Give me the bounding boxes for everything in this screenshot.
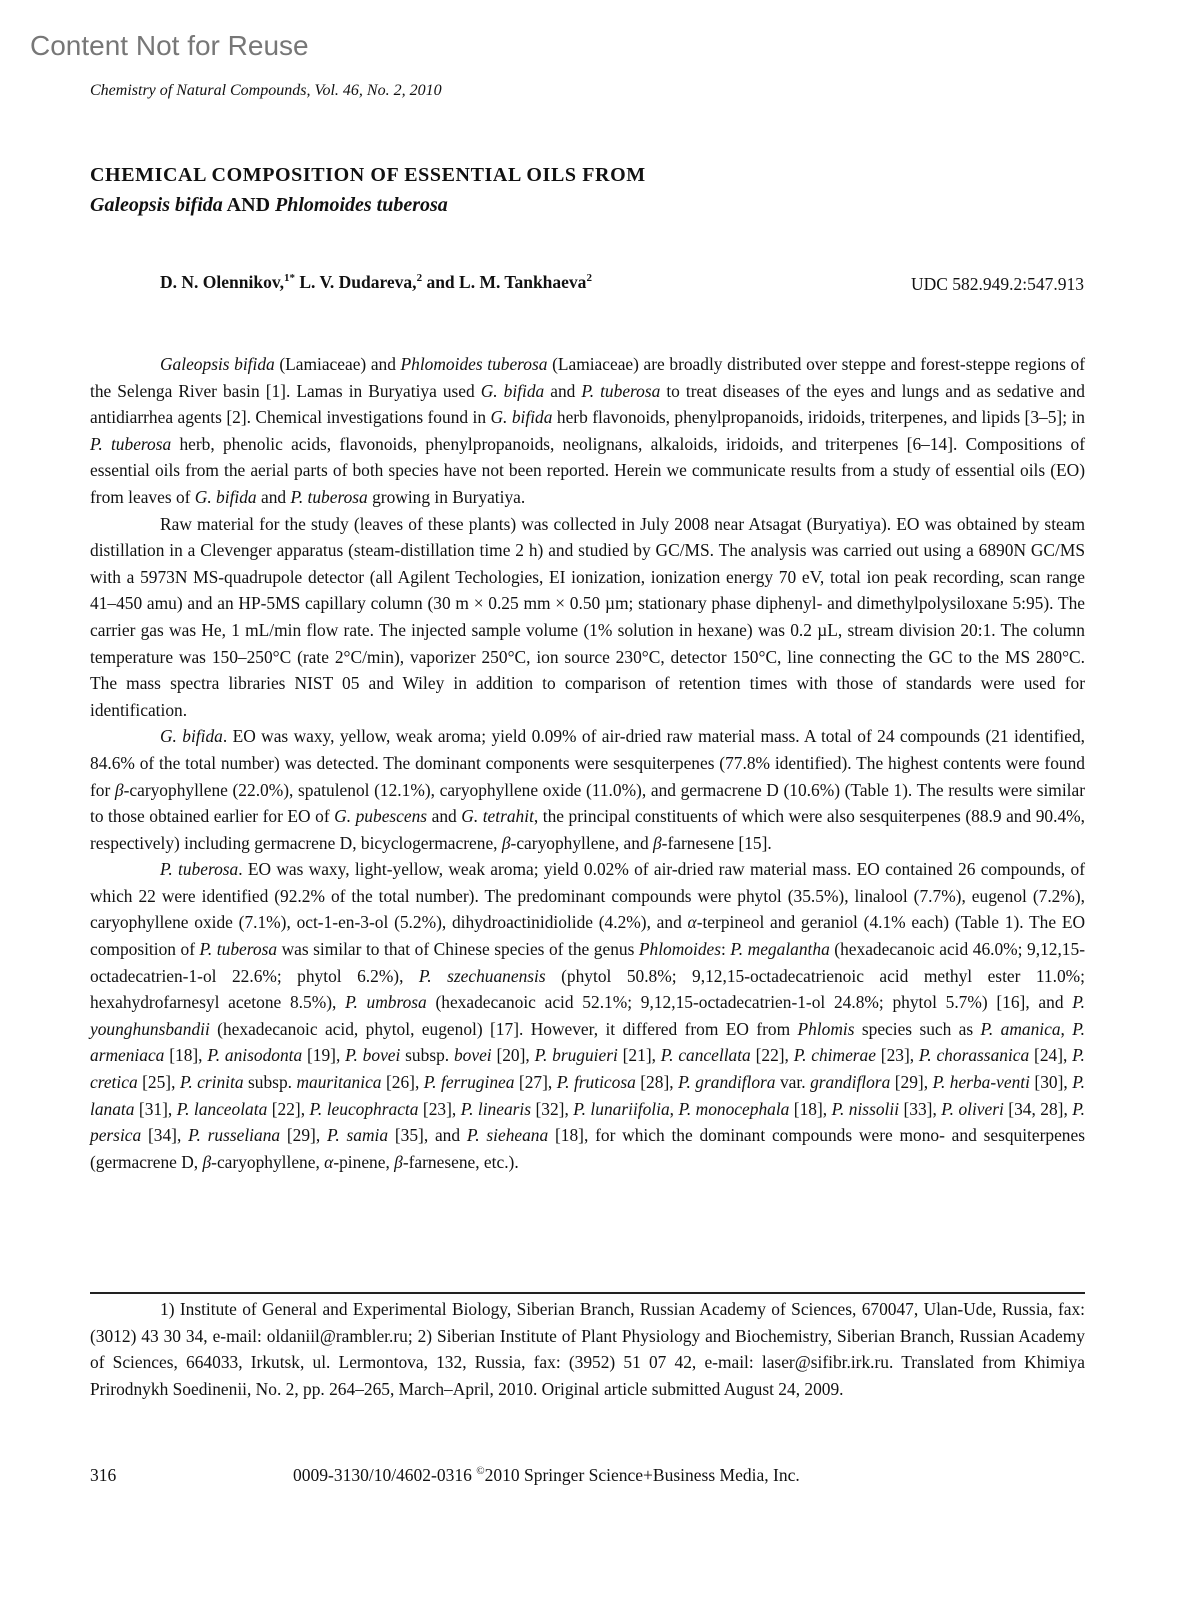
italic-text: Phlomoides tuberosa: [400, 354, 548, 374]
text-run: [22],: [750, 1045, 794, 1066]
italic-text: P. amanica: [980, 1018, 1061, 1039]
italic-text: G. bifida: [194, 486, 257, 507]
text-run: [26],: [381, 1072, 424, 1093]
text-run: (hexadecanoic acid, phytol, eugenol) [17]. However, it differed from EO from: [209, 1018, 798, 1039]
text-run: [18],: [789, 1098, 832, 1119]
author-2: L. V. Dudareva,: [295, 272, 417, 292]
text-run: [18],: [164, 1045, 208, 1066]
italic-text: P. tuberosa: [199, 939, 278, 960]
text-run: , the principal constituents of which were also sesquiterpenes (88.9 and 90.4%, respectively) including germacrene D, bicyclogermacrene,: [90, 806, 1085, 853]
article-body: [90, 351, 1085, 1175]
italic-text: β: [114, 779, 124, 800]
text-run: species such as: [854, 1018, 981, 1039]
author-3-affil: 2: [586, 272, 592, 285]
italic-text: P. umbrosa: [345, 992, 427, 1013]
italic-text: P. armeniaca: [90, 1018, 1085, 1066]
italic-text: P. nissolii: [831, 1098, 900, 1119]
copyright-symbol: ©: [476, 1465, 485, 1478]
text-run: -caryophyllene (22.0%), spatulenol (12.1%), caryophyllene oxide (11.0%), and germacrene D (10.6%) (Table 1). The results were similar to those obtained earlier for EO of: [90, 779, 1085, 827]
italic-text: P. chorassanica: [918, 1045, 1030, 1066]
italic-text: P. ferruginea: [423, 1072, 515, 1093]
text-run: [23],: [418, 1098, 461, 1119]
italic-text: P. anisodonta: [207, 1045, 303, 1066]
text-run: . EO was waxy, yellow, weak aroma; yield 0.09% of air-dried raw material mass. A total of 24 compounds (21 identified, 84.6% of the total number) was detected. The dominant components were sesquiterpenes (77.8% identified). The highest contents were found for: [90, 726, 1085, 800]
italic-text: P. fruticosa: [556, 1072, 636, 1093]
italic-text: P. persica: [90, 1098, 1085, 1146]
text-run: growing in Buryatiya.: [367, 486, 526, 507]
text-run: [19],: [302, 1045, 346, 1066]
author-3: and L. M. Tankhaeva: [422, 272, 587, 292]
paragraph: [90, 351, 1085, 511]
italic-text: P. szechuanensis: [418, 965, 546, 986]
text-run: [21],: [617, 1045, 661, 1066]
italic-text: α: [687, 912, 697, 933]
watermark: Content Not for Reuse: [30, 30, 309, 61]
journal-header: Chemistry of Natural Compounds, Vol. 46, No. 2, 2010: [90, 82, 442, 99]
copyright-text: 2010 Springer Science+Business Media, Inc.: [484, 1465, 800, 1485]
title-and: AND: [222, 194, 276, 216]
italic-text: P. leucophracta: [309, 1098, 419, 1119]
title-species-1: Galeopsis bifida: [90, 194, 223, 216]
text-run: [24],: [1029, 1045, 1073, 1066]
footnote-divider: [90, 1292, 1085, 1294]
text-run: [29],: [280, 1125, 327, 1146]
italic-text: Phlomis: [797, 1018, 855, 1039]
text-run: (phytol 50.8%; 9,12,15-octadecatrienoic acid methyl ester 11.0%; hexahydrofarnesyl acetone 8.5%),: [90, 965, 1085, 1013]
issn: 0009-3130/10/4602-0316: [293, 1465, 477, 1485]
italic-text: P. russeliana: [188, 1125, 281, 1146]
italic-text: Galeopsis bifida: [160, 354, 275, 374]
text-run: [35], and: [388, 1125, 467, 1146]
text-run: ,: [1060, 1018, 1073, 1039]
text-run: :: [721, 939, 731, 960]
italic-text: P. tuberosa: [581, 380, 661, 401]
paragraph: [90, 856, 1085, 1175]
italic-text: P. herba-venti: [932, 1072, 1030, 1093]
italic-text: P. monocephala: [678, 1098, 790, 1119]
italic-text: Phlomoides: [638, 939, 722, 960]
italic-text: P. samia: [327, 1125, 389, 1146]
text-run: -farnesene, etc.).: [402, 1151, 519, 1172]
text-run: [30],: [1029, 1072, 1073, 1093]
title-species-2: Phlomoides tuberosa: [275, 194, 448, 216]
text-run: (hexadecanoic acid 52.1%; 9,12,15-octadecatrien-1-ol 24.8%; phytol 5.7%) [16], and: [426, 992, 1073, 1013]
text-run: [28],: [635, 1072, 679, 1093]
text-run: Raw material for the study (leaves of these plants) was collected in July 2008 near Atsagat (Buryatiya). EO was obtained by steam distillation in a Clevenger apparatus (steam-distillation time 2 h) and studied by GC/MS. The analysis was carried out using a 6890N GC/MS with a 5973N MS-quadrupole detector (all Agilent Techologies, EI ionization, ionization energy 70 eV, total ion peak recording, scan range 41–450 amu) and an HP-5MS capillary column (30 m × 0.25 mm × 0.50 µm; stationary phase diphenyl- and dimethylpolysiloxane 5:95). The carrier gas was He, 1 mL/min flow rate. The injected sample volume (1% solution in hexane) was 0.2 µL, stream division 20:1. The column temperature was 150–250°C (rate 2°C/min), vaporizer 250°C, ion source 230°C, detector 150°C, line connecting the GC to the MS 280°C. The mass spectra libraries NIST 05 and Wiley in addition to comparison of retention times with those of standards were used for identification.: [90, 513, 1085, 720]
italic-text: P. lanata: [90, 1072, 1085, 1119]
text-run: -farnesene [15].: [661, 832, 772, 853]
text-run: -terpineol and geraniol (4.1% each) (Table 1). The EO composition of: [90, 912, 1085, 960]
italic-text: bovei: [453, 1045, 492, 1066]
italic-text: G. pubescens: [334, 806, 428, 827]
text-run: and: [427, 806, 462, 827]
author-2-affil: 2: [416, 272, 423, 285]
italic-text: G. bifida: [160, 726, 223, 747]
italic-text: G. bifida: [490, 407, 553, 428]
footnote: 1) Institute of General and Experimental Biology, Siberian Branch, Russian Academy of Sciences, 670047, Ulan-Ude, Russia, fax: (3012) 43 30 34, e-mail: oldaniil@rambler.ru; 2) Siberian Institute of Plant Physiology and Biochemistry, Siberian Branch, Russian Academy of Sciences, 664033, Irkutsk, ul. Lermontova, 132, Russia, fax: (3952) 51 07 42, e-mail: laser@sifibr.irk.ru. Translated from Khimiya Prirodnykh Soedinenii, No. 2, pp. 264–265, March–April, 2010. Original article submitted August 24, 2009.: [90, 1299, 1085, 1399]
text-run: [22],: [267, 1098, 310, 1119]
text-run: subsp.: [400, 1045, 454, 1066]
italic-text: P. bovei: [345, 1045, 401, 1066]
text-run: [34],: [141, 1125, 189, 1146]
text-run: [23],: [875, 1045, 919, 1066]
text-run: herb, phenolic acids, flavonoids, phenylpropanoids, neolignans, alkaloids, iridoids, and triterpenes [6–14]. Compositions of essential oils from the aerial parts of both species have not been reported. Herein we communicate results from a study of essential oils (EO) from leaves of: [90, 433, 1086, 507]
text-run: [20],: [491, 1045, 535, 1066]
page-number: 316: [90, 1465, 117, 1485]
text-run: [33],: [899, 1098, 942, 1119]
italic-text: mauritanica: [296, 1072, 382, 1093]
italic-text: β: [394, 1151, 403, 1172]
text-run: and: [544, 380, 582, 401]
text-run: ,: [669, 1098, 679, 1119]
text-run: [27],: [514, 1072, 557, 1093]
italic-text: β: [202, 1151, 212, 1172]
text-run: (Lamiaceae) are broadly distributed over steppe and forest-steppe regions of the Selenga River basin [1]. Lamas in Buryatiya used: [90, 354, 1085, 401]
text-run: . EO was waxy, light-yellow, weak aroma; yield 0.02% of air-dried raw material mass. EO contained 26 compounds, of which 22 were identified (92.2% of the total number). The predominant compounds were phytol (35.5%), linalool (7.7%), eugenol (7.2%), caryophyllene oxide (7.1%), oct-1-en-3-ol (5.2%), dihydroactinidiolide (4.2%), and: [90, 859, 1085, 933]
italic-text: P. sieheana: [466, 1125, 549, 1146]
text-run: [25],: [137, 1072, 180, 1093]
title-line-2: [90, 190, 646, 220]
text-run: (hexadecanoic acid 46.0%; 9,12,15-octadecatrien-1-ol 22.6%; phytol 6.2%),: [90, 939, 1085, 986]
italic-text: P. tuberosa: [160, 859, 239, 880]
italic-text: P. megalantha: [730, 939, 830, 960]
article-title: [90, 160, 646, 220]
title-line-1: CHEMICAL COMPOSITION OF ESSENTIAL OILS FROM: [90, 164, 646, 186]
text-run: subsp.: [243, 1072, 297, 1093]
text-run: to treat diseases of the eyes and lungs and as sedative and antidiarrhea agents [2]. Chemical investigations found in: [90, 380, 1085, 428]
text-run: herb flavonoids, phenylpropanoids, iridoids, triterpenes, and lipids [3–5]; in: [552, 407, 1086, 428]
italic-text: P. cretica: [90, 1045, 1085, 1093]
text-run: and: [256, 486, 291, 507]
italic-text: G. tetrahit: [461, 806, 534, 827]
text-run: -caryophyllene, and: [510, 832, 653, 853]
italic-text: β: [653, 832, 662, 853]
text-run: [32],: [531, 1098, 574, 1119]
italic-text: P. cancellata: [660, 1045, 751, 1066]
text-run: [18], for which the dominant compounds were mono- and sesquiterpenes (germacrene D,: [90, 1125, 1085, 1172]
text-run: (Lamiaceae) and: [274, 354, 401, 374]
italic-text: P. grandiflora: [678, 1072, 776, 1093]
text-run: [29],: [890, 1072, 933, 1093]
text-run: -caryophyllene,: [211, 1151, 325, 1172]
italic-text: P. crinita: [179, 1072, 244, 1093]
italic-text: P. linearis: [460, 1098, 532, 1119]
italic-text: P. chimerae: [793, 1045, 876, 1066]
text-run: was similar to that of Chinese species of the genus: [277, 939, 639, 960]
text-run: [31],: [134, 1098, 177, 1119]
text-run: [34, 28],: [1003, 1098, 1073, 1119]
italic-text: P. tuberosa: [290, 486, 368, 507]
text-run: -pinene,: [333, 1151, 395, 1172]
italic-text: P. younghunsbandii: [90, 992, 1085, 1039]
italic-text: P. lanceolata: [176, 1098, 268, 1119]
italic-text: α: [324, 1151, 334, 1172]
italic-text: P. tuberosa: [90, 433, 172, 454]
italic-text: G. bifida: [480, 380, 545, 401]
text-run: var.: [775, 1072, 811, 1093]
italic-text: β: [501, 832, 511, 853]
author-1-affil: 1*: [284, 272, 295, 285]
italic-text: grandiflora: [810, 1072, 891, 1093]
italic-text: P. oliveri: [941, 1098, 1004, 1119]
authors: [160, 272, 592, 293]
udc-code: UDC 582.949.2:547.913: [910, 274, 1084, 294]
paragraph: [90, 723, 1085, 856]
italic-text: P. bruguieri: [534, 1045, 618, 1066]
author-1: D. N. Olennikov,: [160, 272, 284, 292]
copyright-line: [293, 1465, 800, 1486]
italic-text: P. lunariifolia: [573, 1098, 670, 1119]
paragraph: [90, 511, 1085, 724]
